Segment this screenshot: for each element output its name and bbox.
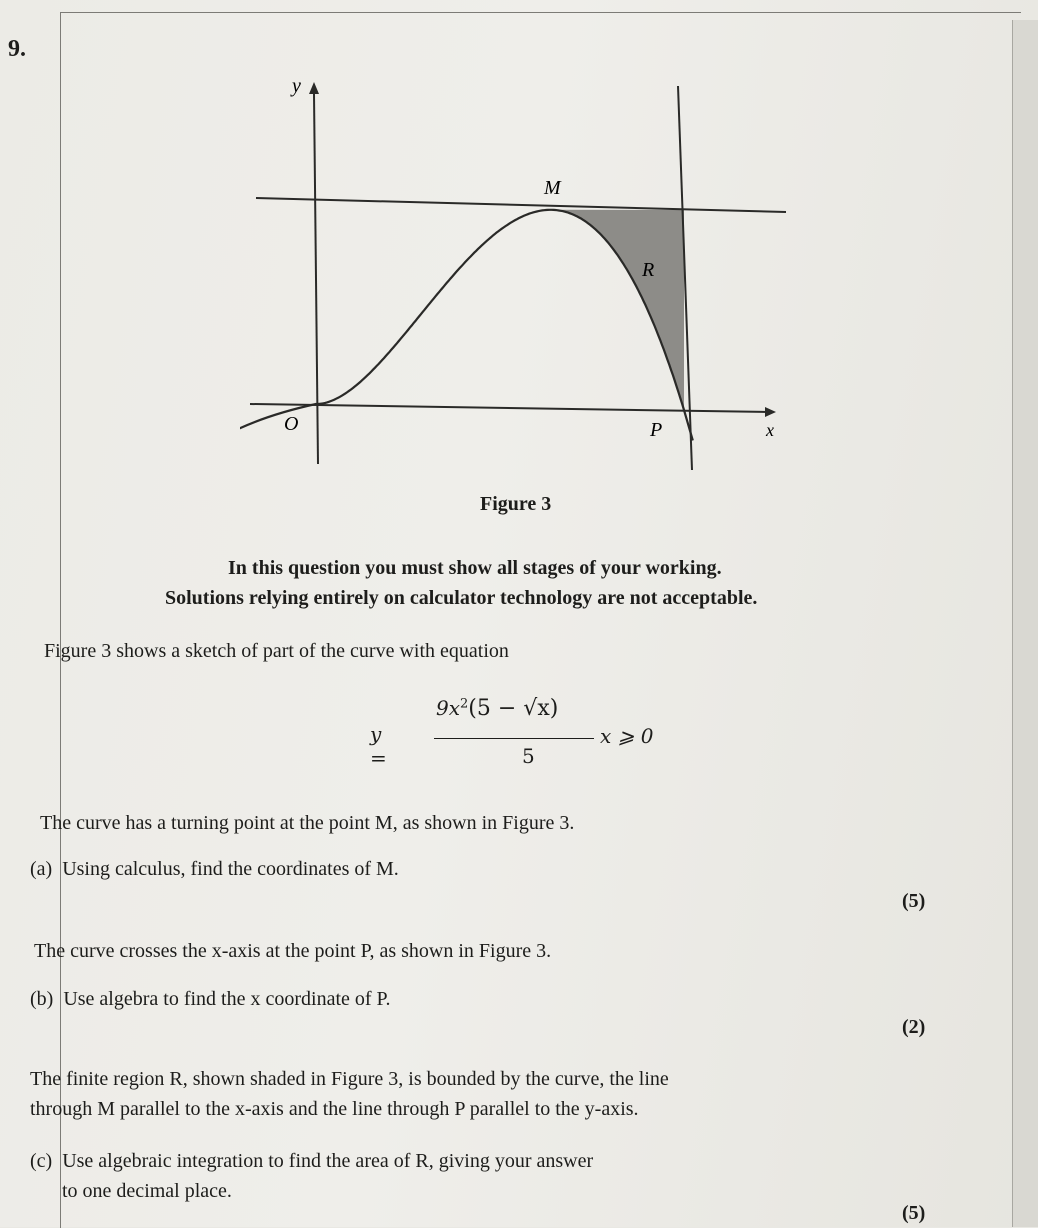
question-number: 9. xyxy=(8,36,26,62)
crosses-text: The curve crosses the x-axis at the point P, as shown in Figure 3. xyxy=(34,940,552,962)
equation-lhs: y = xyxy=(370,722,387,770)
origin-label: O xyxy=(284,413,299,435)
part-c-text: Use algebraic integration to find the area of R, giving your answer xyxy=(62,1150,594,1172)
numerator-term: 9x xyxy=(436,696,461,720)
fraction-bar xyxy=(434,738,594,739)
page-edge-shadow xyxy=(1012,20,1038,1227)
y-axis-label: y xyxy=(292,75,301,97)
instruction-line-2: Solutions relying entirely on calculator technology are not acceptable. xyxy=(165,587,758,609)
point-p-label: P xyxy=(650,419,663,441)
part-c-marks: (5) xyxy=(902,1202,926,1224)
part-c xyxy=(30,1150,593,1173)
part-b xyxy=(30,988,390,1011)
instruction-line-1: In this question you must show all stages of your working. xyxy=(228,557,722,579)
equation-denominator: 5 xyxy=(522,744,535,768)
part-c-label: (c) xyxy=(30,1150,53,1172)
part-a-label: (a) xyxy=(30,858,53,880)
part-b-label: (b) xyxy=(30,988,54,1010)
line-through-m xyxy=(256,198,786,212)
equation-condition: x ⩾ 0 xyxy=(600,724,654,748)
part-c-text-line-2: to one decimal place. xyxy=(62,1180,232,1202)
figure-3-sketch xyxy=(240,60,800,480)
point-m-label: M xyxy=(544,177,561,199)
turning-point-text: The curve has a turning point at the point M, as shown in Figure 3. xyxy=(40,812,575,834)
part-a-marks: (5) xyxy=(902,890,926,912)
x-axis-label: x xyxy=(766,420,774,440)
part-a-text: Using calculus, find the coordinates of M. xyxy=(62,858,399,880)
figure-caption: Figure 3 xyxy=(480,493,552,515)
y-axis xyxy=(314,94,318,464)
numerator-bracket: (5 − √x) xyxy=(468,696,559,721)
region-text-line-1: The finite region R, shown shaded in Figure 3, is bounded by the curve, the line xyxy=(30,1068,669,1090)
equation-numerator xyxy=(436,696,558,721)
region-text-line-2: through M parallel to the x-axis and the line through P parallel to the y-axis. xyxy=(30,1098,639,1120)
part-a xyxy=(30,858,399,881)
y-axis-arrow xyxy=(309,82,319,94)
shaded-region-r xyxy=(552,210,685,410)
part-b-marks: (2) xyxy=(902,1016,926,1038)
region-r-label: R xyxy=(642,259,655,281)
intro-text: Figure 3 shows a sketch of part of the curve with equation xyxy=(44,640,509,662)
x-axis-arrow xyxy=(765,407,776,417)
part-b-text: Use algebra to find the x coordinate of P. xyxy=(63,988,391,1010)
numerator-exponent: 2 xyxy=(460,696,469,712)
